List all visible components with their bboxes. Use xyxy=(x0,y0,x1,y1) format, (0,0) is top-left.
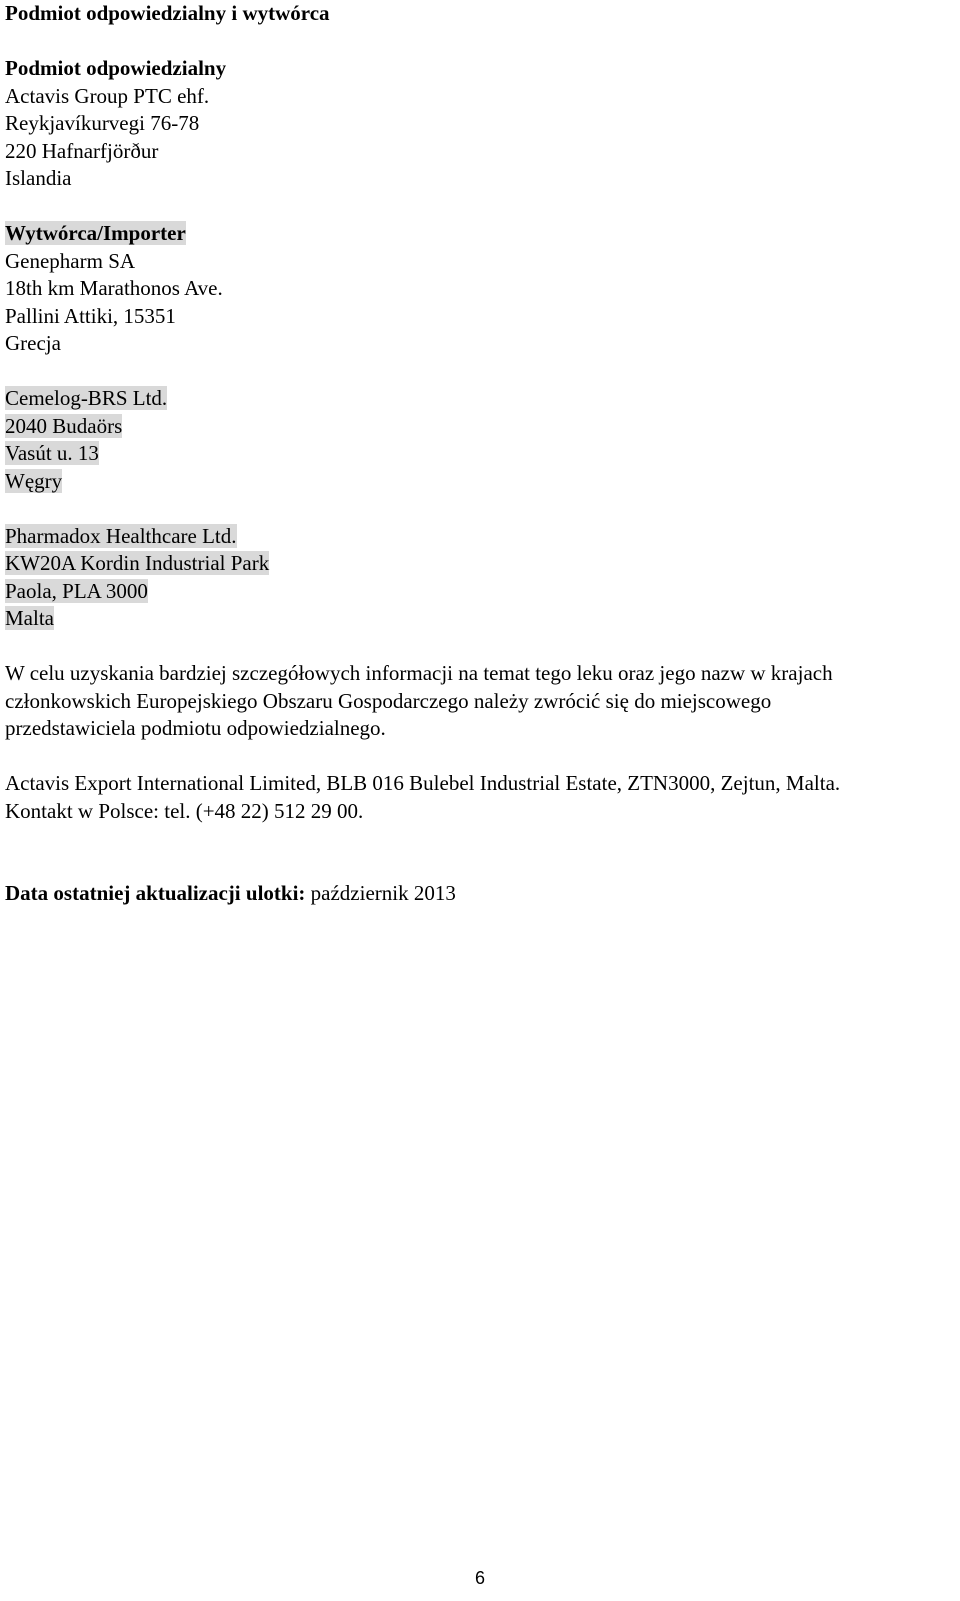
importer-cemelog-line: Cemelog-BRS Ltd. xyxy=(5,386,168,410)
importer-cemelog-line: 2040 Budaörs xyxy=(5,413,123,438)
spacer xyxy=(5,743,950,771)
info-paragraph xyxy=(5,660,950,743)
manufacturer-line: 18th km Marathonos Ave. xyxy=(5,276,223,300)
spacer xyxy=(5,358,950,386)
spacer xyxy=(5,633,950,661)
responsible-entity-block xyxy=(5,55,950,193)
responsible-entity-line: Reykjavíkurvegi 76-78 xyxy=(5,111,200,135)
manufacturer-line: Pallini Attiki, 15351 xyxy=(5,303,176,328)
importer-cemelog-line: Vasút u. 13 xyxy=(5,441,99,465)
manufacturer-label-part2: Importer xyxy=(102,221,186,245)
importer-pharmadox-line: KW20A Kordin Industrial Park xyxy=(5,551,270,575)
spacer xyxy=(5,853,950,881)
last-update-block xyxy=(5,880,950,908)
info-paragraph-line: przedstawiciela podmiotu odpowiedzialnego. xyxy=(5,716,386,740)
section-heading: Podmiot odpowiedzialny i wytwórca xyxy=(5,1,330,25)
contact-block xyxy=(5,770,950,825)
importer-cemelog-block xyxy=(5,385,950,495)
last-update-value: październik 2013 xyxy=(310,881,456,905)
spacer xyxy=(5,193,950,221)
spacer xyxy=(5,825,950,853)
responsible-entity-line: 220 Hafnarfjörður xyxy=(5,138,159,163)
importer-cemelog-line: Węgry xyxy=(5,468,63,493)
manufacturer-block xyxy=(5,220,950,358)
info-paragraph-line: W celu uzyskania bardziej szczegółowych informacji na temat tego leku oraz jego nazw w krajach xyxy=(5,661,833,685)
contact-line-export: Actavis Export International Limited, BLB 016 Bulebel Industrial Estate, ZTN3000, Zejtun, Malta. xyxy=(5,771,841,795)
responsible-entity-line: Actavis Group PTC ehf. xyxy=(5,83,210,108)
document-page xyxy=(5,0,950,908)
last-update-line xyxy=(5,880,950,908)
manufacturer-label-part1: Wytwórca/ xyxy=(5,221,103,245)
responsible-entity-line: Islandia xyxy=(5,166,72,190)
info-paragraph-line: członkowskich Europejskiego Obszaru Gospodarczego należy zwrócić się do miejscowego xyxy=(5,688,772,713)
importer-pharmadox-block xyxy=(5,523,950,633)
responsible-entity-label: Podmiot odpowiedzialny xyxy=(5,56,227,80)
importer-pharmadox-line: Paola, PLA 3000 xyxy=(5,578,148,603)
manufacturer-line: Grecja xyxy=(5,331,61,355)
contact-line-poland: Kontakt w Polsce: tel. (+48 22) 512 29 00. xyxy=(5,798,364,823)
page-number: 6 xyxy=(474,1568,485,1588)
last-update-label: Data ostatniej aktualizacji ulotki: xyxy=(5,881,306,905)
manufacturer-line: Genepharm SA xyxy=(5,248,136,273)
spacer xyxy=(5,495,950,523)
spacer xyxy=(5,28,950,56)
importer-pharmadox-line: Pharmadox Healthcare Ltd. xyxy=(5,523,237,548)
manufacturer-label xyxy=(5,220,950,248)
importer-pharmadox-line: Malta xyxy=(5,606,54,630)
